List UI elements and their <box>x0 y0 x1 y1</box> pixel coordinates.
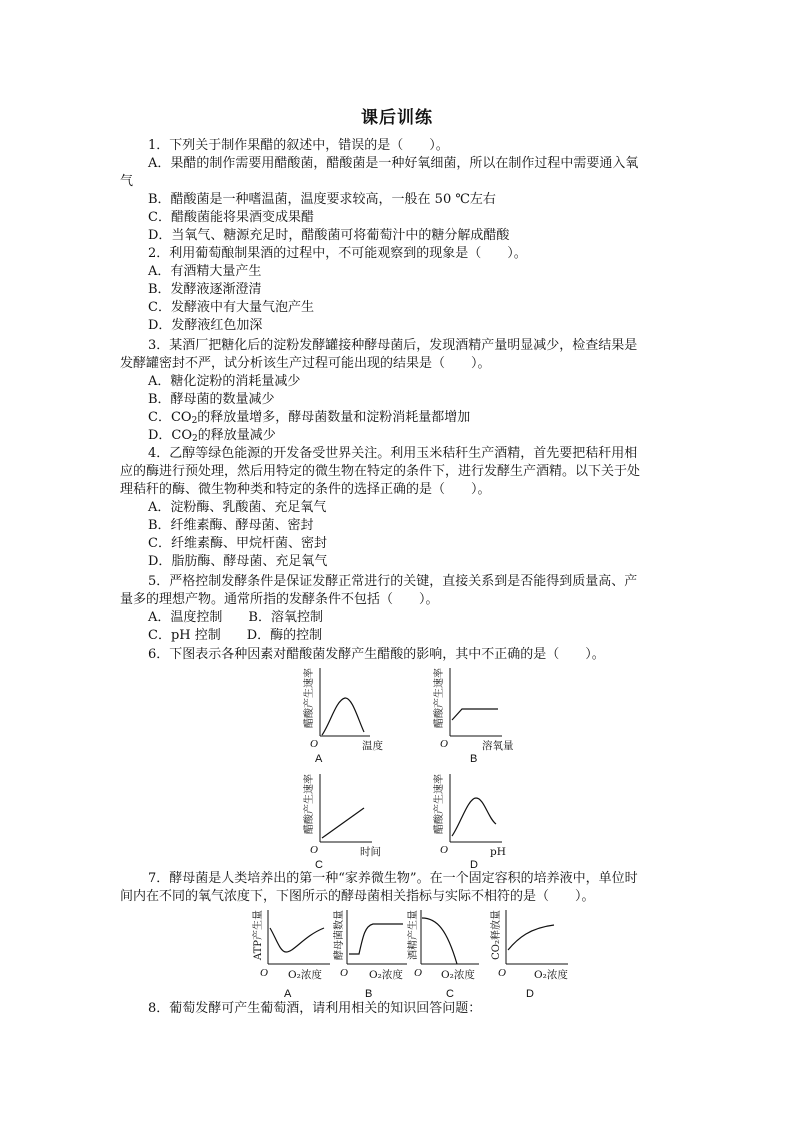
y-axis-label: ATP产生量 <box>253 910 264 961</box>
q4-stem-line3: 理秸秆的酶、微生物种类和特定的条件的选择正确的是（ ）。 <box>120 482 491 497</box>
ph-curve <box>452 798 496 836</box>
figure-caption: D <box>470 859 478 871</box>
x-axis-label: 溶氧量 <box>482 740 514 752</box>
x-axis-label: 时间 <box>360 846 381 858</box>
origin-label: O <box>498 967 506 979</box>
q1-option-b: B．醋酸菌是一种嗜温菌，温度要求较高，一般在 50 ℃左右 <box>148 192 496 207</box>
q6-figure-d <box>430 770 540 874</box>
q5-stem-line1: 5．严格控制发酵条件是保证发酵正常进行的关键，直接关系到是否能得到质量高、产 <box>148 574 638 589</box>
origin-label: O <box>310 844 318 856</box>
q4-option-b: B．纤维素酶、酵母菌、密封 <box>148 518 314 533</box>
x-axis-label: O₂浓度 <box>288 969 322 981</box>
figure-caption: D <box>526 988 534 1000</box>
q5-options-ab: A．温度控制 B．溶氧控制 <box>148 610 323 625</box>
y-axis-label: 酵母菌数量 <box>334 910 345 960</box>
y-axis-label: CO₂释放量 <box>491 910 502 960</box>
q4-option-d: D．脂肪酶、酵母菌、充足氧气 <box>148 554 328 569</box>
oxygen-curve <box>452 709 498 720</box>
q7-stem-line2: 间内在不同的氧气浓度下，下图所示的酵母菌相关指标与实际不相符的是（ ）。 <box>120 889 595 904</box>
q1-stem: 1．下列关于制作果醋的叙述中，错误的是（ ）。 <box>148 138 449 153</box>
q7-figure-d <box>490 906 575 1006</box>
page-title: 课后训练 <box>361 108 433 128</box>
q6-figure-b <box>430 664 550 768</box>
q5-options-cd: C．pH 控制 D．酶的控制 <box>148 628 323 643</box>
figure-caption: C <box>446 988 454 1000</box>
y-axis-label: 醋酸产生速率 <box>304 668 315 728</box>
atp-curve <box>270 928 324 952</box>
y-axis-label: 酒精产生量 <box>408 910 419 960</box>
q2-stem: 2．利用葡萄酿制果酒的过程中，不可能观察到的现象是（ ）。 <box>148 246 527 261</box>
q1-option-d: D．当氧气、糖源充足时，醋酸菌可将葡萄汁中的糖分解成醋酸 <box>148 228 510 243</box>
q7-stem-line1: 7．酵母菌是人类培养出的第一种“家养微生物”。在一个固定容积的培养液中，单位时 <box>148 871 638 886</box>
q7-figure-b <box>333 906 413 1006</box>
q3-option-a: A．糖化淀粉的消耗量减少 <box>148 374 301 389</box>
q6-figure-a <box>300 664 410 768</box>
q7-figure-a <box>252 906 337 1006</box>
x-axis-label: O₂浓度 <box>369 969 403 981</box>
y-axis-label: 醋酸产生速率 <box>304 774 315 834</box>
x-axis-label: 温度 <box>362 740 383 752</box>
y-axis-label: 醋酸产生速率 <box>434 668 445 728</box>
q1-option-a: A．果醋的制作需要用醋酸菌，醋酸菌是一种好氧细菌，所以在制作过程中需要通入氧 <box>148 156 639 171</box>
x-axis-label: O₂浓度 <box>534 969 568 981</box>
q5-stem-line2: 量多的理想产物。通常所指的发酵条件不包括（ ）。 <box>120 592 439 607</box>
temperature-curve <box>322 698 364 735</box>
origin-label: O <box>310 738 318 750</box>
q2-option-a: A．有酒精大量产生 <box>148 264 262 279</box>
figure-caption: A <box>284 988 292 1000</box>
origin-label: O <box>340 967 348 979</box>
origin-label: O <box>440 738 448 750</box>
time-curve <box>322 808 364 838</box>
q2-option-b: B．发酵液逐渐澄清 <box>148 282 262 297</box>
origin-label: O <box>440 844 448 856</box>
origin-label: O <box>260 967 268 979</box>
q2-option-c: C．发酵液中有大量气泡产生 <box>148 300 314 315</box>
alcohol-curve <box>422 918 457 964</box>
q4-option-c: C．纤维素酶、甲烷杆菌、密封 <box>148 536 327 551</box>
x-axis-label: O₂浓度 <box>441 969 475 981</box>
q3-stem-line2: 发酵罐密封不严，试分析该生产过程可能出现的结果是（ ）。 <box>120 356 491 371</box>
q8-stem: 8．葡萄发酵可产生葡萄酒，请利用相关的知识回答问题： <box>148 1001 482 1016</box>
q4-stem-line1: 4．乙醇等绿色能源的开发备受世界关注。利用玉米秸秆生产酒精，首先要把秸秆用相 <box>148 446 638 461</box>
q4-stem-line2: 应的酶进行预处理，然后用特定的微生物在特定的条件下，进行发酵生产酒精。以下关于处 <box>120 464 641 479</box>
q3-stem-line1: 3．某酒厂把糖化后的淀粉发酵罐接种酵母菌后，发现酒精产量明显减少，检查结果是 <box>148 338 638 353</box>
q6-figure-c <box>300 770 410 874</box>
q3-option-c: C．$CO_2$的释放量增多，酵母菌数量和淀粉消耗量都增加 <box>148 410 471 426</box>
q6-stem: 6．下图表示各种因素对醋酸菌发酵产生醋酸的影响，其中不正确的是（ ）。 <box>148 647 605 662</box>
x-axis-label: pH <box>490 846 506 858</box>
co2-curve <box>508 925 554 950</box>
figure-caption: B <box>365 988 373 1000</box>
figure-caption: C <box>315 859 323 871</box>
origin-label: O <box>414 967 422 979</box>
y-axis-label: 醋酸产生速率 <box>434 774 445 834</box>
yeast-count-curve <box>349 924 403 954</box>
q2-option-d: D．发酵液红色加深 <box>148 318 263 333</box>
figure-caption: A <box>315 753 323 765</box>
q3-option-b: B．酵母菌的数量减少 <box>148 392 275 407</box>
q1-option-a-cont: 气 <box>120 174 134 189</box>
q7-figure-c <box>407 906 487 1006</box>
q4-option-a: A．淀粉酶、乳酸菌、充足氧气 <box>148 500 327 515</box>
figure-caption: B <box>470 753 478 765</box>
q3-option-d: D．$CO_2$的释放量减少 <box>148 428 276 444</box>
q1-option-c: C．醋酸菌能将果酒变成果醋 <box>148 210 314 225</box>
